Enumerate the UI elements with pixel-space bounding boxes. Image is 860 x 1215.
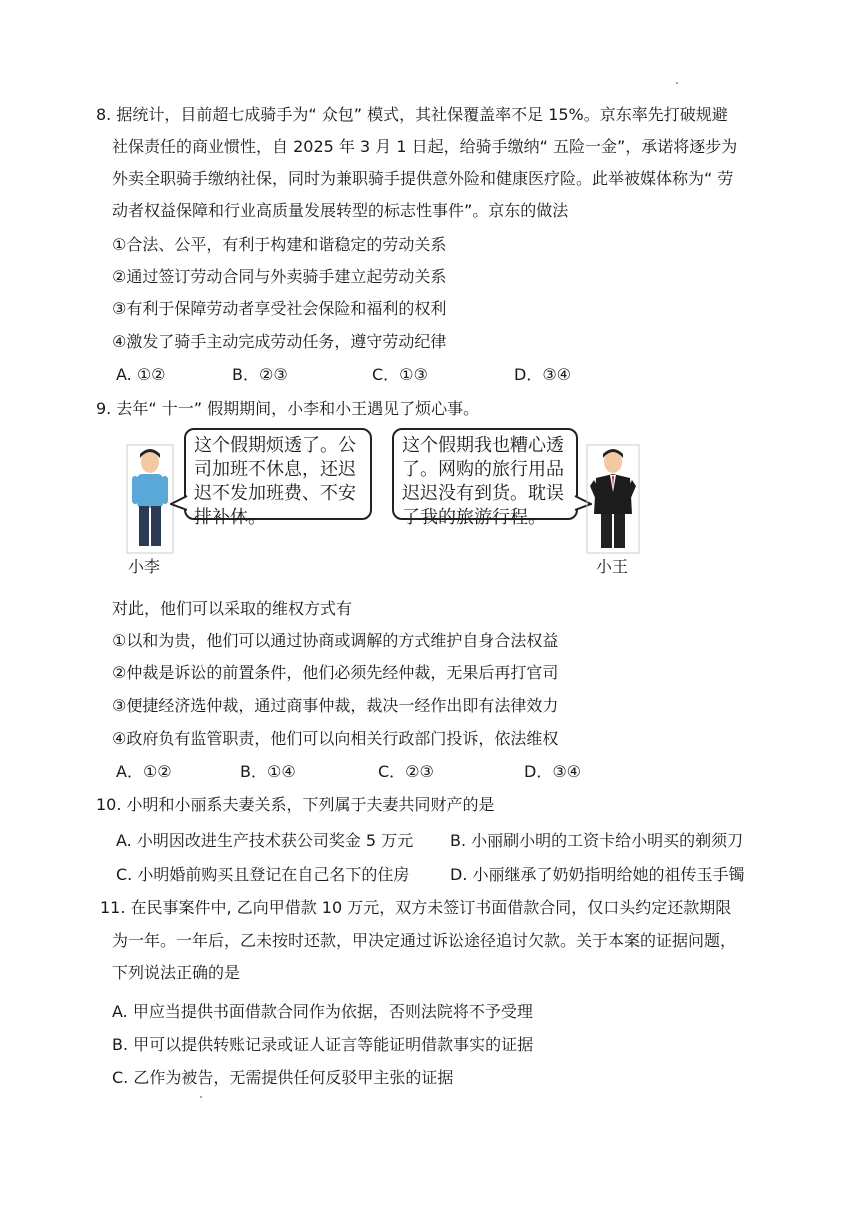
q8-option-d[interactable]: D．③④ bbox=[514, 365, 572, 384]
scan-dot bbox=[676, 82, 678, 84]
q11-stem-line: 为一年。一年后，乙未按时还款，甲决定通过诉讼途径追讨欠款。关于本案的证据问题， bbox=[112, 931, 737, 950]
q8-statement: ④激发了骑手主动完成劳动任务，遵守劳动纪律 bbox=[112, 332, 447, 351]
q9-statement: ③便捷经济选仲裁，通过商事仲裁，裁决一经作出即有法律效力 bbox=[112, 696, 559, 715]
bubble-line: 迟不发加班费、不安 bbox=[194, 483, 356, 504]
bubble-tail-left bbox=[170, 494, 188, 514]
q9-statement: ①以和为贵，他们可以通过协商或调解的方式维护自身合法权益 bbox=[112, 631, 559, 650]
bubble-line: 排补休。 bbox=[194, 507, 266, 528]
xiaoli-label: 小李 bbox=[128, 557, 161, 576]
q10-option-b[interactable]: B. 小丽刷小明的工资卡给小明买的剃须刀 bbox=[450, 831, 744, 850]
q11-stem-line: 11. 在民事案件中, 乙向甲借款 10 万元，双方未签订书面借款合同，仅口头约定还款期限 bbox=[100, 898, 732, 917]
bubble-line: 了我的旅游行程。 bbox=[402, 507, 546, 528]
q9-statement: ④政府负有监管职责，他们可以向相关行政部门投诉，依法维权 bbox=[112, 729, 559, 748]
q9-option-a[interactable]: A．①② bbox=[116, 762, 172, 781]
q8-statement: ①合法、公平，有利于构建和谐稳定的劳动关系 bbox=[112, 235, 447, 254]
bubble-line: 司加班不休息，还迟 bbox=[194, 459, 356, 480]
q11-option-a[interactable]: A. 甲应当提供书面借款合同作为依据，否则法院将不予受理 bbox=[112, 1002, 533, 1021]
q8-stem-line: 社保责任的商业惯性，自 2025 年 3 月 1 日起，给骑手缴纳“ 五险一金”，承诺将逐步为 bbox=[112, 137, 738, 156]
q11-option-b[interactable]: B. 甲可以提供转账记录或证人证言等能证明借款事实的证据 bbox=[112, 1035, 534, 1054]
q11-option-c[interactable]: C. 乙作为被告，无需提供任何反驳甲主张的证据 bbox=[112, 1068, 454, 1087]
q9-option-b[interactable]: B．①④ bbox=[240, 762, 296, 781]
q9-statement: ②仲裁是诉讼的前置条件，他们必须先经仲裁，无果后再打官司 bbox=[112, 663, 559, 682]
q9-option-c[interactable]: C．②③ bbox=[378, 762, 434, 781]
q10-option-a[interactable]: A. 小明因改进生产技术获公司奖金 5 万元 bbox=[116, 831, 414, 850]
scan-dot bbox=[200, 1096, 202, 1098]
q8-option-c[interactable]: C．①③ bbox=[372, 365, 428, 384]
q10-option-c[interactable]: C. 小明婚前购买且登记在自己名下的住房 bbox=[116, 865, 410, 884]
bubble-line: 这个假期我也糟心透 bbox=[402, 435, 564, 456]
q8-statement: ②通过签订劳动合同与外卖骑手建立起劳动关系 bbox=[112, 267, 447, 286]
xiaowang-label: 小王 bbox=[596, 557, 629, 576]
q8-option-a[interactable]: A. ①② bbox=[116, 365, 166, 384]
q9-question: 对此，他们可以采取的维权方式有 bbox=[112, 599, 353, 618]
q10-stem: 10. 小明和小丽系夫妻关系，下列属于夫妻共同财产的是 bbox=[96, 795, 495, 814]
bubble-line: 迟迟没有到货。耽误 bbox=[402, 483, 564, 504]
xiaowang-speech-bubble bbox=[392, 428, 578, 528]
bubble-line: 这个假期烦透了。公 bbox=[194, 435, 356, 456]
q8-option-b[interactable]: B．②③ bbox=[232, 365, 288, 384]
q8-stem-line: 8. 据统计，目前超七成骑手为“ 众包” 模式，其社保覆盖率不足 15%。京东率先打破规避 bbox=[96, 105, 728, 124]
q8-statement: ③有利于保障劳动者享受社会保险和福利的权利 bbox=[112, 299, 447, 318]
xiaowang-figure-icon bbox=[586, 444, 640, 554]
q10-option-d[interactable]: D. 小丽继承了奶奶指明给她的祖传玉手镯 bbox=[450, 865, 745, 884]
xiaoli-speech-bubble bbox=[184, 428, 372, 528]
q8-stem-line: 动者权益保障和行业高质量发展转型的标志性事件”。京东的做法 bbox=[112, 201, 569, 220]
bubble-line: 了。网购的旅行用品 bbox=[402, 459, 564, 480]
q9-option-d[interactable]: D．③④ bbox=[524, 762, 582, 781]
xiaoli-figure-icon bbox=[126, 444, 174, 554]
q11-stem-line: 下列说法正确的是 bbox=[112, 963, 241, 982]
q8-stem-line: 外卖全职骑手缴纳社保，同时为兼职骑手提供意外险和健康医疗险。此举被媒体称为“ 劳 bbox=[112, 169, 734, 188]
q9-stem: 9. 去年“ 十一” 假期期间，小李和小王遇见了烦心事。 bbox=[96, 399, 480, 418]
